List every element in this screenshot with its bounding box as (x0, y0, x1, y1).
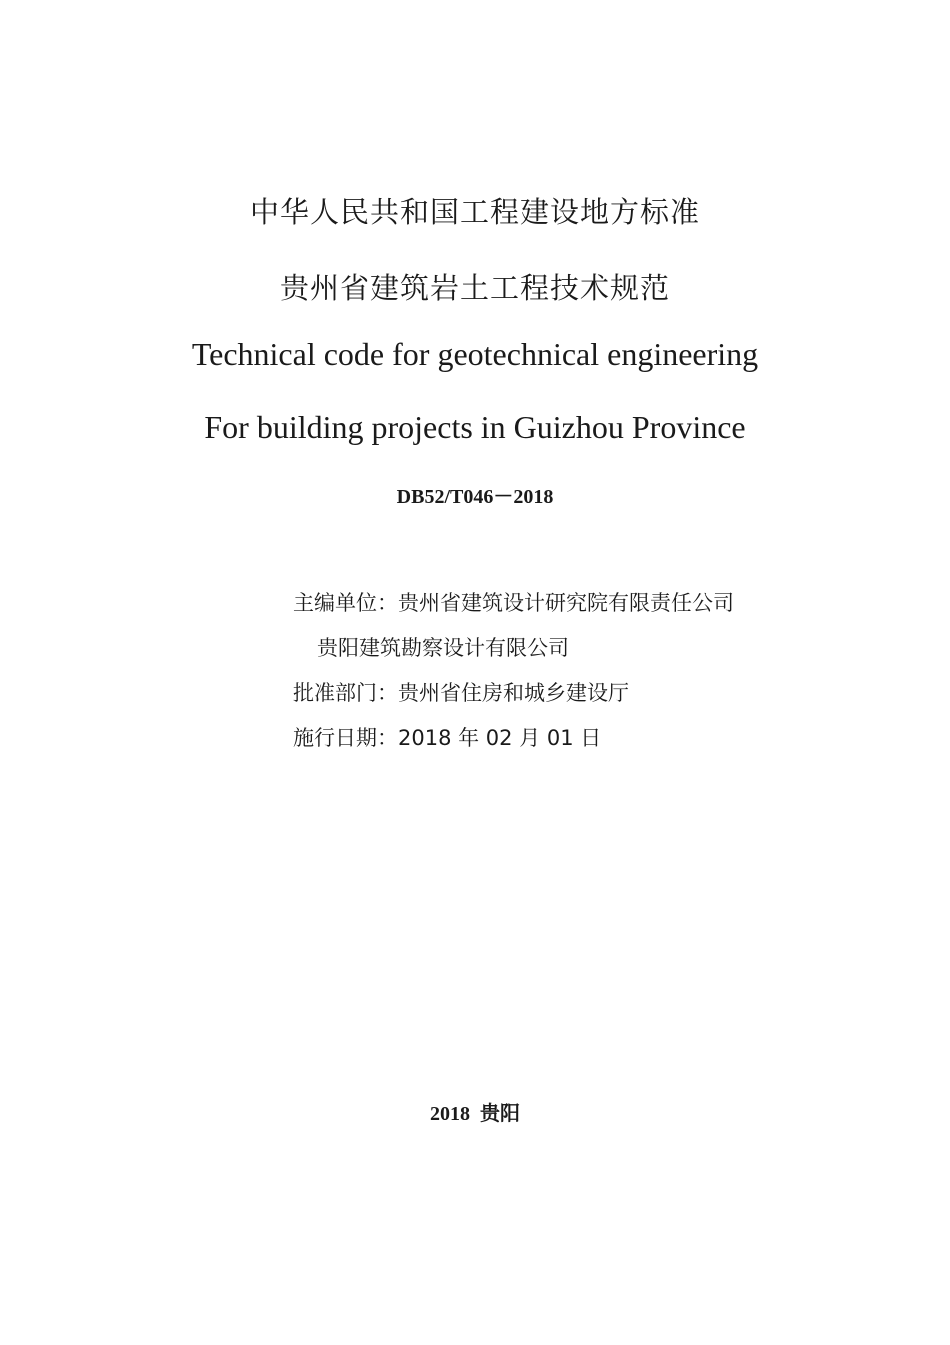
effective-date-row (293, 722, 601, 752)
approval-authority: 贵州省住房和城乡建设厅 (398, 681, 629, 705)
code-title-english-line-1: Technical code for geotechnical engineering (191, 336, 759, 372)
publication-year-place: 2018 贵阳 (430, 1103, 520, 1125)
editor-unit-secondary: 贵阳建筑勘察设计有限公司 (317, 636, 569, 660)
effective-date-label: 施行日期： (293, 726, 398, 750)
standard-number: DB52/T046－2018 (396, 486, 554, 508)
code-title-english-line-2: For building projects in Guizhou Province (204, 409, 746, 445)
editor-units-row (293, 587, 734, 617)
national-standard-title: 中华人民共和国工程建设地方标准 (249, 195, 700, 229)
code-title-chinese: 贵州省建筑岩土工程技术规范 (279, 271, 670, 305)
editor-label: 主编单位： (293, 591, 398, 615)
approval-label: 批准部门： (293, 681, 398, 705)
effective-date-value: 2018 年 02 月 01 日 (398, 726, 602, 750)
editor-unit-primary: 贵州省建筑设计研究院有限责任公司 (398, 591, 734, 615)
approval-row (293, 677, 629, 707)
